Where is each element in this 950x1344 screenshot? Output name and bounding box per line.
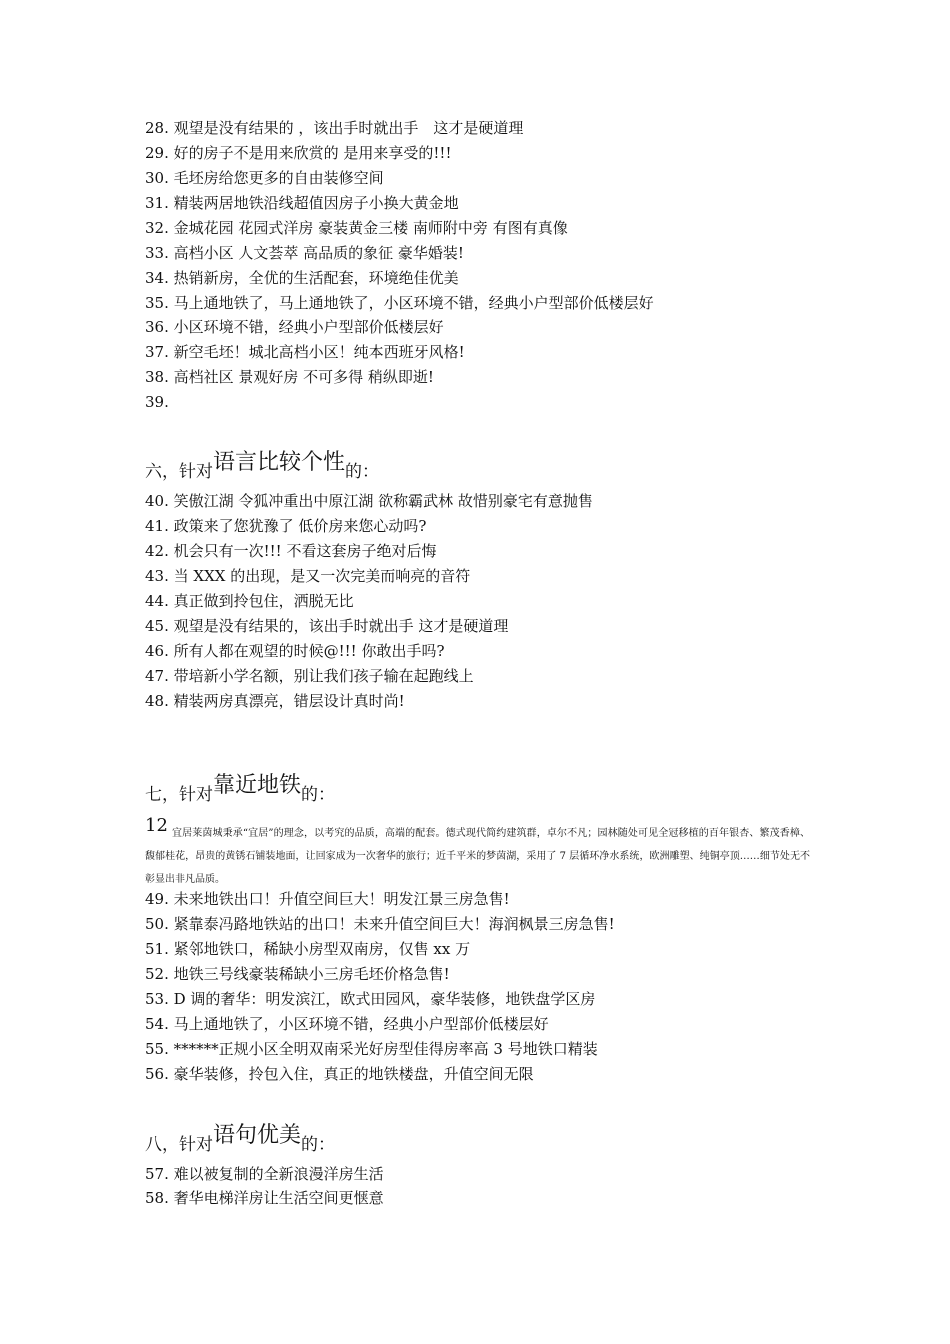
list-item: 51. 紧邻地铁口，稀缺小房型双南房，仅售 xx 万 <box>145 940 471 958</box>
list-item: 50. 紧靠泰冯路地铁站的出口！未来升值空间巨大！海润枫景三房急售! <box>145 915 615 933</box>
list-item: 53. D 调的奢华：明发滨江，欧式田园风，豪华装修，地铁盘学区房 <box>145 990 596 1008</box>
list-item: 56. 豪华装修，拎包入住，真正的地铁楼盘，升值空间无限 <box>145 1065 534 1083</box>
heading-prefix: 七，针对 <box>145 785 213 805</box>
list-item: 47. 带培新小学名额，别让我们孩子输在起跑线上 <box>145 667 474 685</box>
list-item: 34. 热销新房，全优的生活配套，环境绝佳优美 <box>145 269 459 287</box>
list-item: 33. 高档小区 人文荟萃 高品质的象征 豪华婚装! <box>145 244 464 262</box>
paragraph-number: 12 <box>145 815 168 836</box>
list-item: 28. 观望是没有结果的 ，该出手时就出手 这才是硬道理 <box>145 119 524 137</box>
heading-prefix: 八，针对 <box>145 1135 213 1155</box>
list-item: 31. 精装两居地铁沿线超值因房子小换大黄金地 <box>145 194 459 212</box>
list-item: 32. 金城花园 花园式洋房 豪装黄金三楼 南师附中旁 有图有真像 <box>145 219 568 237</box>
list-item: 41. 政策来了您犹豫了 低价房来您心动吗? <box>145 517 427 535</box>
list-item: 45. 观望是没有结果的，该出手时就出手 这才是硬道理 <box>145 617 509 635</box>
list-item: 29. 好的房子不是用来欣赏的 是用来享受的!!! <box>145 144 452 162</box>
list-item: 49. 未来地铁出口！升值空间巨大！明发江景三房急售! <box>145 890 510 908</box>
list-item: 55. ******正规小区全明双南采光好房型佳得房率高 3 号地铁口精装 <box>145 1040 598 1058</box>
list-item: 57. 难以被复制的全新浪漫洋房生活 <box>145 1165 384 1183</box>
list-item: 30. 毛坯房给您更多的自由装修空间 <box>145 169 384 187</box>
list-item: 43. 当 XXX 的出现，是又一次完美而响亮的音符 <box>145 567 471 585</box>
list-item: 46. 所有人都在观望的时候@!!! 你敢出手吗? <box>145 642 445 660</box>
heading-suffix: 的： <box>301 785 336 805</box>
section-heading-6 <box>145 450 380 484</box>
list-item: 40. 笑傲江湖 令狐冲重出中原江湖 欲称霸武林 故惜别豪宅有意抛售 <box>145 492 593 510</box>
section-heading-8 <box>145 1123 336 1157</box>
list-item: 36. 小区环境不错，经典小户型部价低楼层好 <box>145 318 444 336</box>
list-item: 54. 马上通地铁了，小区环境不错，经典小户型部价低楼层好 <box>145 1015 549 1033</box>
list-item: 42. 机会只有一次!!! 不看这套房子绝对后悔 <box>145 542 437 560</box>
section-heading-7 <box>145 773 336 807</box>
heading-suffix: 的： <box>345 462 380 482</box>
list-item: 38. 高档社区 景观好房 不可多得 稍纵即逝! <box>145 368 434 386</box>
heading-suffix: 的： <box>301 1135 336 1155</box>
list-item: 37. 新空毛坯！城北高档小区！纯本西班牙风格! <box>145 343 465 361</box>
list-item: 52. 地铁三号线豪装稀缺小三房毛坯价格急售! <box>145 965 450 983</box>
list-item: 39. <box>145 393 169 411</box>
heading-emphasis: 语言比较个性 <box>213 450 346 475</box>
list-item: 48. 精装两房真漂亮，错层设计真时尚! <box>145 692 405 710</box>
list-item: 35. 马上通地铁了，马上通地铁了，小区环境不错，经典小户型部价低楼层好 <box>145 294 654 312</box>
description-paragraph: 宜居莱茵城秉承“宜居”的理念，以考究的品质，高端的配套。德式现代简约建筑群，卓尔不凡；园林随处可见全冠移植的百年银杏、繁茂香樟、馥郁桂花，昂贵的黄锈石铺装地面，让回家成为一次奢华的旅行；近千平米的梦茵湖，采用了 7 层循环净水系统，欧洲雕塑、纯铜亭顶……细节处无不彰显出非凡品质。 <box>145 828 810 885</box>
list-item: 44. 真正做到拎包住，洒脱无比 <box>145 592 354 610</box>
heading-emphasis: 语句优美 <box>213 1123 302 1148</box>
heading-emphasis: 靠近地铁 <box>213 773 302 798</box>
heading-prefix: 六，针对 <box>145 462 213 482</box>
list-item: 58. 奢华电梯洋房让生活空间更惬意 <box>145 1189 384 1207</box>
